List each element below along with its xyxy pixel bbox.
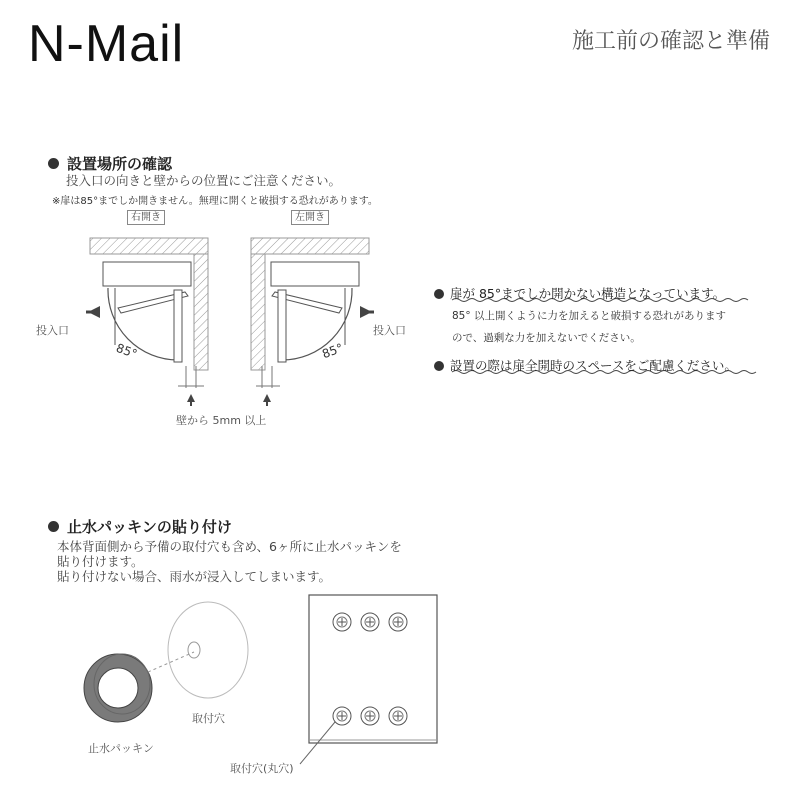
section-title-text: 止水パッキンの貼り付け <box>67 518 232 536</box>
left-open-diagram <box>251 238 374 406</box>
label-mounting-hole: 取付穴 <box>192 712 225 725</box>
callout-sub-line-1: 85° 以上開くように力を加えると破損する恐れがあります <box>452 310 726 322</box>
angle-label-right: 85° <box>320 340 346 362</box>
slot-label-left: 投入口 <box>36 324 69 337</box>
packing-description-line-2: 貼り付けます。 <box>57 554 144 569</box>
callout-space <box>434 356 737 374</box>
packing-description-line-3: 貼り付けない場合、雨水が浸入してしまいます。 <box>57 569 332 584</box>
brand-logo: N-Mail <box>28 15 185 73</box>
callout-85-degree <box>434 284 725 302</box>
page-title: 施工前の確認と準備 <box>571 29 770 54</box>
install-note: ※扉は85°までしか開きません。無理に開くと破損する恐れがあります。 <box>52 196 378 207</box>
mounting-hole-illustration <box>148 602 248 698</box>
callout-sub-line-2: ので、過剰な力を加えないでください。 <box>452 332 641 344</box>
angle-label-left: 85° <box>114 340 140 362</box>
label-mounting-hole-round: 取付穴(丸穴) <box>230 762 294 775</box>
bullet-icon <box>434 361 444 371</box>
slot-label-right: 投入口 <box>373 324 406 337</box>
packing-ring-illustration <box>84 654 152 722</box>
right-open-tag: 右開き <box>127 210 165 225</box>
section-title-text: 設置場所の確認 <box>67 155 173 173</box>
right-open-diagram <box>86 238 208 406</box>
mailbox-back-panel <box>309 595 437 743</box>
left-open-tag: 左開き <box>291 210 329 225</box>
label-packing: 止水パッキン <box>88 742 154 755</box>
bullet-icon <box>48 521 59 532</box>
bullet-icon <box>434 289 444 299</box>
callout-text: 設置の際は扉全開時のスペースをご配慮ください。 <box>450 358 737 373</box>
section-title-packing <box>48 516 232 537</box>
packing-description-line-1: 本体背面側から予備の取付穴も含め、6ヶ所に止水パッキンを <box>57 539 402 554</box>
install-description: 投入口の向きと壁からの位置にご注意ください。 <box>66 173 342 188</box>
wall-distance-label: 壁から 5mm 以上 <box>176 414 267 427</box>
callout-text: 扉が 85°までしか開かない構造となっています。 <box>450 286 726 301</box>
